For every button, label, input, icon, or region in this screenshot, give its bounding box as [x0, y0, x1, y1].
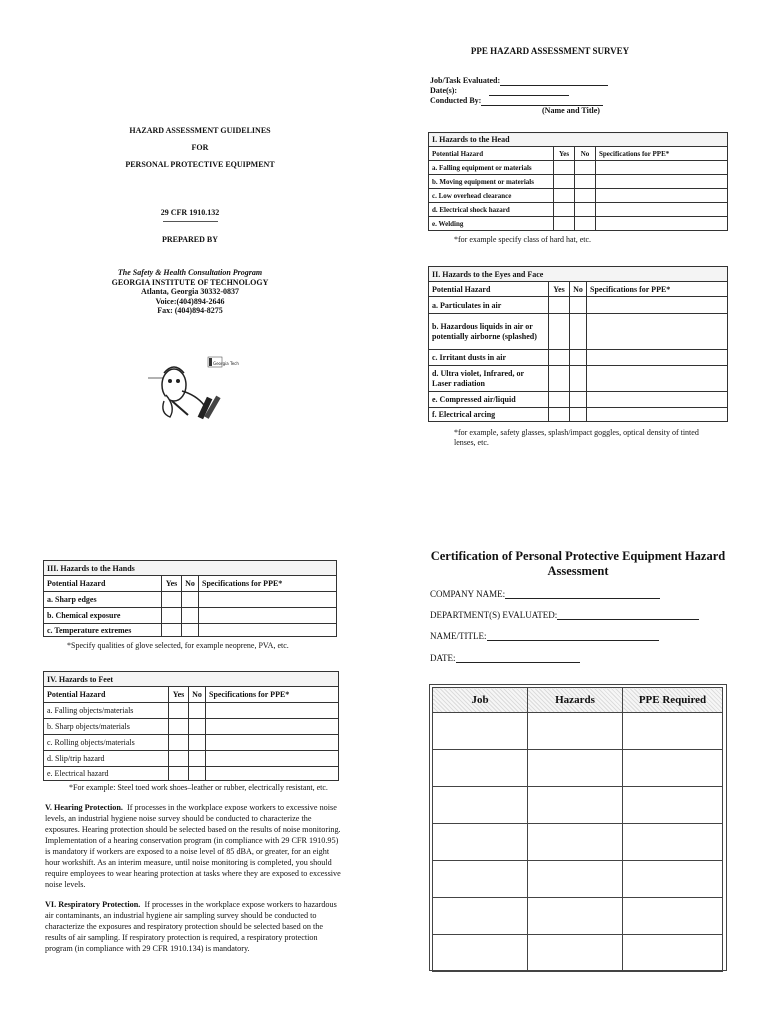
no-cell[interactable] — [575, 175, 596, 189]
yes-cell[interactable] — [549, 392, 570, 408]
no-cell[interactable] — [189, 751, 206, 767]
hazard-label: f. Electrical arcing — [429, 408, 549, 422]
table-row — [433, 824, 723, 861]
spec-cell[interactable] — [199, 592, 337, 608]
guidelines-for: FOR — [191, 143, 209, 152]
ppe-cell[interactable] — [623, 861, 723, 898]
hazard-label: d. Ultra violet, Infrared, or Laser radiation — [429, 366, 549, 392]
yes-cell[interactable] — [162, 624, 182, 637]
ppe-cell[interactable] — [623, 824, 723, 861]
hazard-label: d. Slip/trip hazard — [44, 751, 169, 767]
prepared-by: PREPARED BY — [161, 235, 219, 244]
spec-cell[interactable] — [587, 366, 728, 392]
hearing-protection-section — [45, 802, 341, 890]
col-yes: Yes — [554, 147, 575, 161]
spec-cell[interactable] — [596, 189, 728, 203]
yes-cell[interactable] — [169, 703, 189, 719]
hazard-label: e. Welding — [429, 217, 554, 231]
table-row — [429, 217, 728, 231]
no-cell[interactable] — [189, 719, 206, 735]
logo-text: Georgia Tech — [213, 361, 239, 366]
hazard-label: a. Falling equipment or materials — [429, 161, 554, 175]
certification-table — [432, 687, 723, 972]
company-name-field[interactable] — [430, 589, 660, 599]
hearing-text: If processes in the workplace expose workers to excessive noise levels, an industrial hygiene noise survey should be conducted to characterize the exposures. Hearing protection should be selected based on the results of noise monitoring. Implementation of a hearing conservation program (in compliance with 29 CFR 1910.95) is mandatory if workers are exposed to a noise level of 85 dBA, or greater, for an eight hour workshift. As an interim measure, until noise monitoring is completed, you should require employees to wear hearing protection at tasks where they are exposed to excessive noise levels. — [45, 803, 341, 889]
job-cell[interactable] — [433, 935, 528, 972]
spec-cell[interactable] — [206, 751, 339, 767]
respiratory-text: If processes in the workplace expose workers to hazardous air contaminants, an industrial hygiene air sampling survey should be conducted to characterize the exposures and respiratory protection should be selected based on the results of air sampling. If respiratory protection is required, a respiratory protection program (in compliance with 29 CFR 1910.134) is mandatory. — [45, 900, 337, 953]
name-title-field[interactable] — [430, 631, 659, 641]
hazards-cell[interactable] — [528, 898, 623, 935]
no-cell[interactable] — [570, 350, 587, 366]
col-no: No — [182, 576, 199, 592]
spec-cell[interactable] — [587, 314, 728, 350]
no-cell[interactable] — [182, 624, 199, 637]
yes-cell[interactable] — [554, 203, 575, 217]
col-yes: Yes — [162, 576, 182, 592]
hazard-label: c. Irritant dusts in air — [429, 350, 549, 366]
job-task-field[interactable] — [430, 76, 630, 86]
ppe-cell[interactable] — [623, 898, 723, 935]
address: Atlanta, Georgia 30332-0837 — [141, 287, 239, 296]
certification-title: Certification of Personal Protective Equipment Hazard Assessment — [430, 549, 726, 578]
spec-cell[interactable] — [596, 217, 728, 231]
no-cell[interactable] — [570, 392, 587, 408]
department-label: DEPARTMENT(S) EVALUATED: — [430, 610, 558, 620]
hazards-cell[interactable] — [528, 750, 623, 787]
cfr-divider — [163, 221, 218, 222]
conducted-by-label: Conducted By: — [430, 96, 482, 105]
table-row — [433, 750, 723, 787]
table-row — [429, 297, 728, 314]
company-name-label: COMPANY NAME: — [430, 589, 506, 599]
guidelines-ppe: PERSONAL PROTECTIVE EQUIPMENT — [125, 160, 275, 169]
yellow-jacket-logo-icon — [146, 355, 246, 425]
col-yes: Yes — [169, 687, 189, 703]
col-no: No — [189, 687, 206, 703]
spec-cell[interactable] — [206, 735, 339, 751]
spec-cell[interactable] — [587, 350, 728, 366]
page-title: PPE HAZARD ASSESSMENT SURVEY — [470, 46, 630, 56]
ppe-cell[interactable] — [623, 787, 723, 824]
feet-hazards-table — [43, 671, 339, 781]
feet-section-title: IV. Hazards to Feet — [44, 672, 339, 687]
yes-cell[interactable] — [549, 408, 570, 422]
yes-cell[interactable] — [549, 366, 570, 392]
table-row — [433, 787, 723, 824]
yes-cell[interactable] — [169, 767, 189, 781]
table-row — [429, 392, 728, 408]
no-cell[interactable] — [570, 408, 587, 422]
table-row — [433, 935, 723, 972]
table-row — [44, 767, 339, 781]
yes-cell[interactable] — [554, 175, 575, 189]
hazards-cell[interactable] — [528, 787, 623, 824]
yes-cell[interactable] — [554, 161, 575, 175]
guidelines-title: HAZARD ASSESSMENT GUIDELINES — [129, 126, 271, 135]
no-cell[interactable] — [189, 735, 206, 751]
spec-cell[interactable] — [596, 175, 728, 189]
table-row — [429, 408, 728, 422]
hands-note: *Specify qualities of glove selected, for example neoprene, PVA, etc. — [67, 641, 289, 650]
table-row — [44, 751, 339, 767]
hazard-label: b. Moving equipment or materials — [429, 175, 554, 189]
spec-cell[interactable] — [206, 703, 339, 719]
col-spec: Specifications for PPE* — [596, 147, 728, 161]
table-row — [429, 366, 728, 392]
program-name: The Safety & Health Consultation Program — [117, 268, 263, 277]
no-cell[interactable] — [182, 608, 199, 624]
yes-cell[interactable] — [549, 314, 570, 350]
col-no: No — [570, 282, 587, 297]
spec-cell[interactable] — [199, 624, 337, 637]
hazard-label: a. Particulates in air — [429, 297, 549, 314]
job-cell[interactable] — [433, 824, 528, 861]
no-cell[interactable] — [189, 703, 206, 719]
table-row — [433, 713, 723, 750]
institute-name: GEORGIA INSTITUTE OF TECHNOLOGY — [111, 277, 269, 287]
no-cell[interactable] — [570, 297, 587, 314]
department-field[interactable] — [430, 610, 699, 620]
col-yes: Yes — [549, 282, 570, 297]
hazard-label: b. Sharp objects/materials — [44, 719, 169, 735]
respiratory-protection-section — [45, 899, 341, 954]
yes-cell[interactable] — [162, 592, 182, 608]
no-cell[interactable] — [575, 217, 596, 231]
table-row — [44, 608, 337, 624]
ppe-cell[interactable] — [623, 935, 723, 972]
job-cell[interactable] — [433, 861, 528, 898]
fax-phone: Fax: (404)894-8275 — [157, 306, 223, 315]
hands-hazards-table — [43, 560, 337, 637]
hazard-label: e. Compressed air/liquid — [429, 392, 549, 408]
ppe-cell[interactable] — [623, 713, 723, 750]
hazards-cell[interactable] — [528, 713, 623, 750]
preparer-block — [100, 268, 280, 316]
spec-cell[interactable] — [206, 767, 339, 781]
no-cell[interactable] — [189, 767, 206, 781]
yes-cell[interactable] — [549, 297, 570, 314]
date-label: DATE: — [430, 653, 456, 663]
spec-cell[interactable] — [587, 408, 728, 422]
job-cell[interactable] — [433, 713, 528, 750]
voice-phone: Voice:(404)894-2646 — [155, 296, 225, 306]
respiratory-title: VI. Respiratory Protection. — [45, 900, 141, 909]
col-job: Job — [433, 688, 528, 713]
yes-cell[interactable] — [554, 217, 575, 231]
col-potential-hazard: Potential Hazard — [44, 576, 162, 592]
yes-cell[interactable] — [549, 350, 570, 366]
no-cell[interactable] — [570, 366, 587, 392]
dates-field[interactable] — [430, 86, 630, 96]
col-ppe-required: PPE Required — [623, 688, 723, 713]
col-spec: Specifications for PPE* — [206, 687, 339, 703]
table-row — [44, 735, 339, 751]
col-potential-hazard: Potential Hazard — [429, 147, 554, 161]
name-title-label: NAME/TITLE: — [430, 631, 487, 641]
table-row — [429, 203, 728, 217]
hazard-label: a. Falling objects/materials — [44, 703, 169, 719]
job-cell[interactable] — [433, 898, 528, 935]
spec-cell[interactable] — [587, 392, 728, 408]
ppe-cell[interactable] — [623, 750, 723, 787]
col-potential-hazard: Potential Hazard — [429, 282, 549, 297]
no-cell[interactable] — [570, 314, 587, 350]
eyes-section-title: II. Hazards to the Eyes and Face — [429, 267, 728, 282]
job-cell[interactable] — [433, 787, 528, 824]
yes-cell[interactable] — [169, 735, 189, 751]
table-row — [429, 161, 728, 175]
yes-cell[interactable] — [169, 751, 189, 767]
table-row — [44, 592, 337, 608]
hazard-label: c. Rolling objects/materials — [44, 735, 169, 751]
hazard-label: d. Electrical shock hazard — [429, 203, 554, 217]
table-row — [44, 719, 339, 735]
name-title-note: (Name and Title) — [542, 106, 600, 115]
col-hazards: Hazards — [528, 688, 623, 713]
hazards-cell[interactable] — [528, 935, 623, 972]
table-row — [44, 624, 337, 637]
table-row — [433, 861, 723, 898]
head-note: *for example specify class of hard hat, etc. — [454, 235, 592, 244]
hazard-label: a. Sharp edges — [44, 592, 162, 608]
feet-note: *For example: Steel toed work shoes–leather or rubber, electrically resistant, etc. — [69, 783, 328, 792]
yes-cell[interactable] — [554, 189, 575, 203]
survey-info — [430, 76, 630, 116]
job-task-label: Job/Task Evaluated: — [430, 76, 501, 85]
hazard-label: b. Chemical exposure — [44, 608, 162, 624]
spec-cell[interactable] — [596, 161, 728, 175]
cfr-reference: 29 CFR 1910.132 — [160, 208, 220, 217]
hazard-label: b. Hazardous liquids in air or potentially airborne (splashed) — [429, 314, 549, 350]
no-cell[interactable] — [575, 189, 596, 203]
conducted-by-field[interactable] — [430, 96, 630, 106]
job-cell[interactable] — [433, 750, 528, 787]
col-spec: Specifications for PPE* — [587, 282, 728, 297]
date-field[interactable] — [430, 653, 580, 663]
hearing-title: V. Hearing Protection. — [45, 803, 123, 812]
head-section-title: I. Hazards to the Head — [429, 133, 728, 147]
col-potential-hazard: Potential Hazard — [44, 687, 169, 703]
head-hazards-table — [428, 132, 728, 231]
yes-cell[interactable] — [162, 608, 182, 624]
yes-cell[interactable] — [169, 719, 189, 735]
hazards-cell[interactable] — [528, 824, 623, 861]
no-cell[interactable] — [182, 592, 199, 608]
dates-label: Date(s): — [430, 86, 458, 95]
table-row — [429, 189, 728, 203]
table-row — [429, 314, 728, 350]
no-cell[interactable] — [575, 161, 596, 175]
table-row — [429, 175, 728, 189]
spec-cell[interactable] — [206, 719, 339, 735]
no-cell[interactable] — [575, 203, 596, 217]
col-spec: Specifications for PPE* — [199, 576, 337, 592]
hazard-label: e. Electrical hazard — [44, 767, 169, 781]
table-row — [433, 898, 723, 935]
eyes-hazards-table — [428, 266, 728, 422]
hazards-cell[interactable] — [528, 861, 623, 898]
table-row — [429, 350, 728, 366]
hazard-label: c. Low overhead clearance — [429, 189, 554, 203]
spec-cell[interactable] — [199, 608, 337, 624]
spec-cell[interactable] — [587, 297, 728, 314]
hazard-label: c. Temperature extremes — [44, 624, 162, 637]
eyes-note: *for example, safety glasses, splash/impact goggles, optical density of tinted lenses, etc. — [454, 428, 699, 447]
col-no: No — [575, 147, 596, 161]
hands-section-title: III. Hazards to the Hands — [44, 561, 337, 576]
table-row — [44, 703, 339, 719]
spec-cell[interactable] — [596, 203, 728, 217]
